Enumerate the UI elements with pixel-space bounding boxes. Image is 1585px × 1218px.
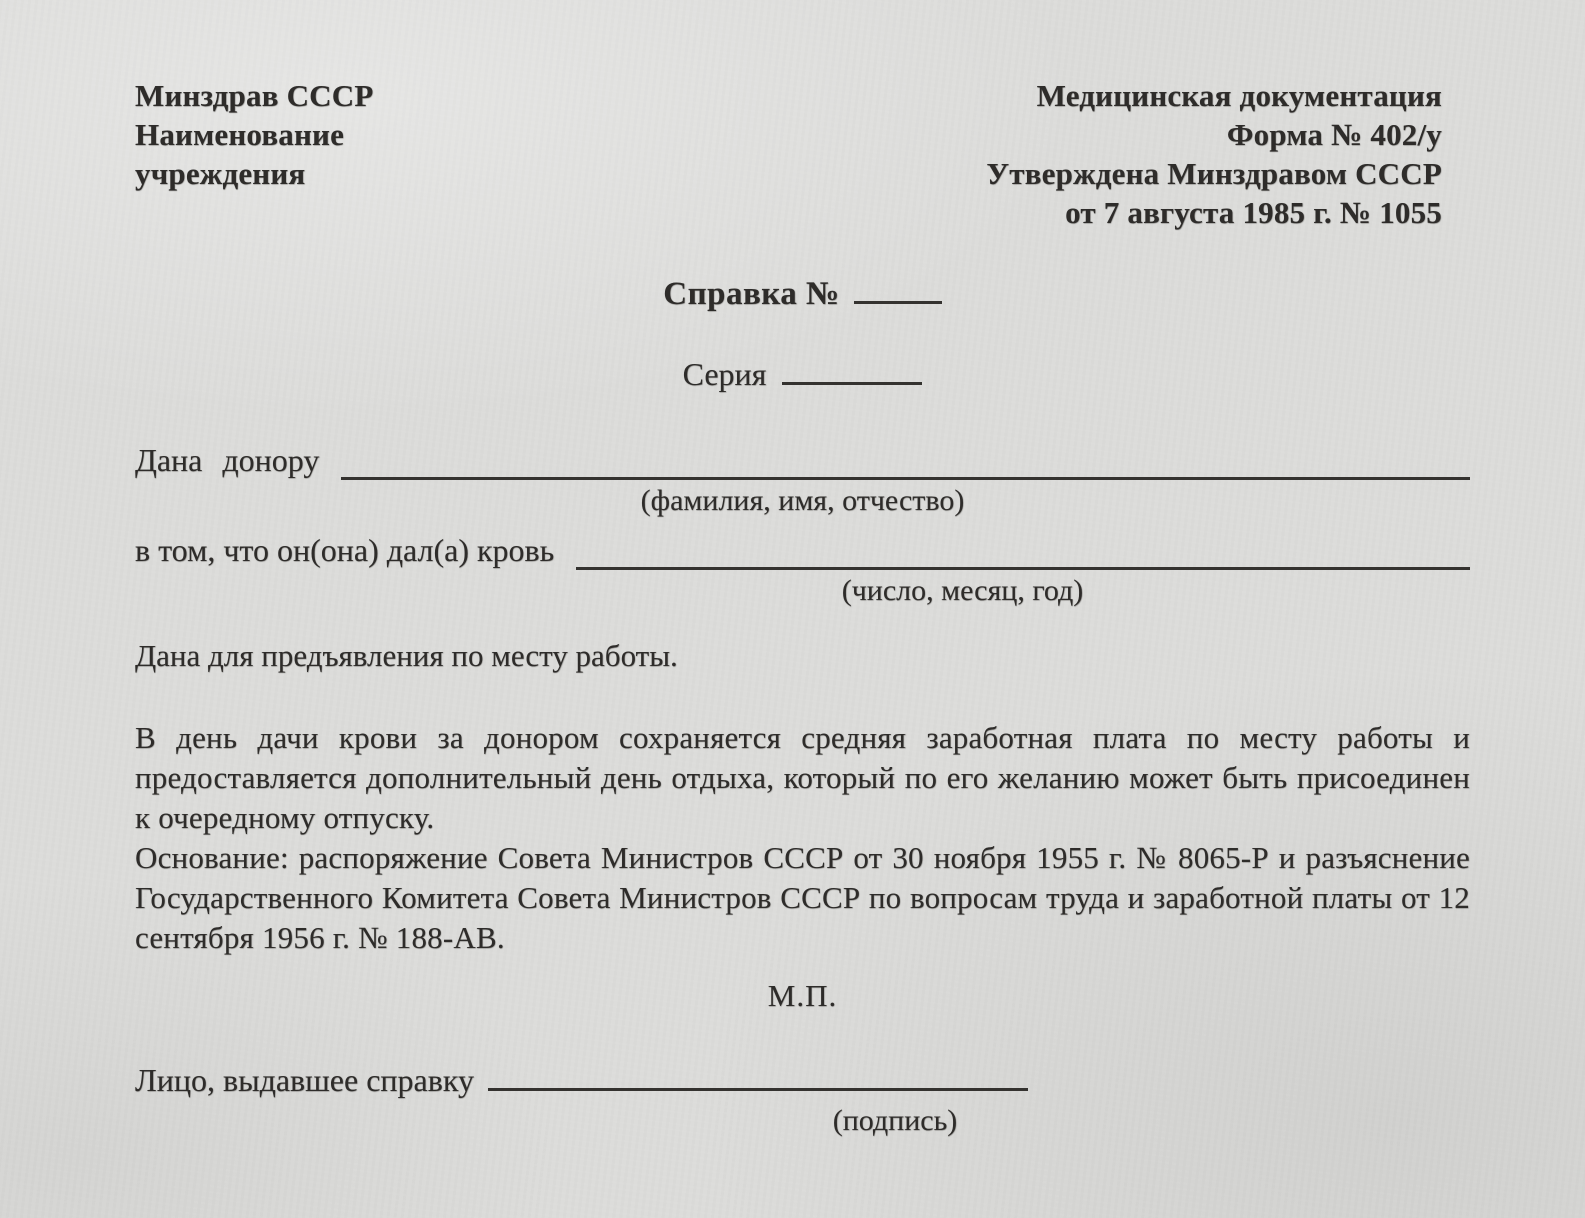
blood-label: в том, что он(она) дал(а) кровь [135,532,555,568]
series-row [135,350,1470,396]
org-line-institution: учреждения [135,156,306,191]
certificate-title: Справка № [663,276,840,312]
series-blank [782,350,922,385]
form-approval-block [986,76,1442,232]
issuing-org-block [135,76,374,193]
donor-name-blank [341,440,1470,480]
certificate-title-row [135,268,1470,318]
stamp-placeholder: М.П. [767,978,838,1013]
certificate-number-blank [854,268,942,304]
basis-paragraph: Основание: распоряжение Совета Министров СССР от 30 ноября 1955 г. № 8065-Р и разъяснение Государственного Комитета Совета Министров СССР по вопросам труда и заработной платы от 12 сентября 1956 г. № 188-АВ. [135,840,1470,955]
series-label: Серия [682,356,767,392]
blood-date-row [135,530,1470,570]
org-line-name: Наименование [135,117,345,152]
issuer-row [135,1056,1470,1100]
blood-date-blank [576,530,1470,570]
donor-name-hint: (фамилия, имя, отчество) [640,484,965,517]
donor-label: Дана донору [135,442,320,478]
signature-hint: (подпись) [832,1104,958,1137]
issuer-label: Лицо, выдавшее справку [135,1062,474,1098]
org-line-ministry: Минздрав СССР [135,78,374,113]
blood-date-hint: (число, месяц, год) [841,574,1084,607]
doc-type-line: Медицинская документация [1036,78,1442,113]
issuer-signature-blank [488,1056,1028,1091]
approved-by-line: Утверждена Минздравом СССР [986,156,1442,191]
document-header [135,76,1470,232]
form-number-line: Форма № 402/у [1226,117,1442,152]
approval-date-line: от 7 августа 1985 г. № 1055 [1065,195,1442,230]
donor-name-row [135,440,1470,480]
body-text-block [135,718,1470,958]
salary-paragraph: В день дачи крови за донором сохраняется средняя заработная плата по месту работы и предоставляется дополнительный день отдыха, который по его желанию может быть присоединен к очередному отпуску. [135,720,1470,835]
purpose-statement: Дана для предъявления по месту работы. [135,638,678,673]
